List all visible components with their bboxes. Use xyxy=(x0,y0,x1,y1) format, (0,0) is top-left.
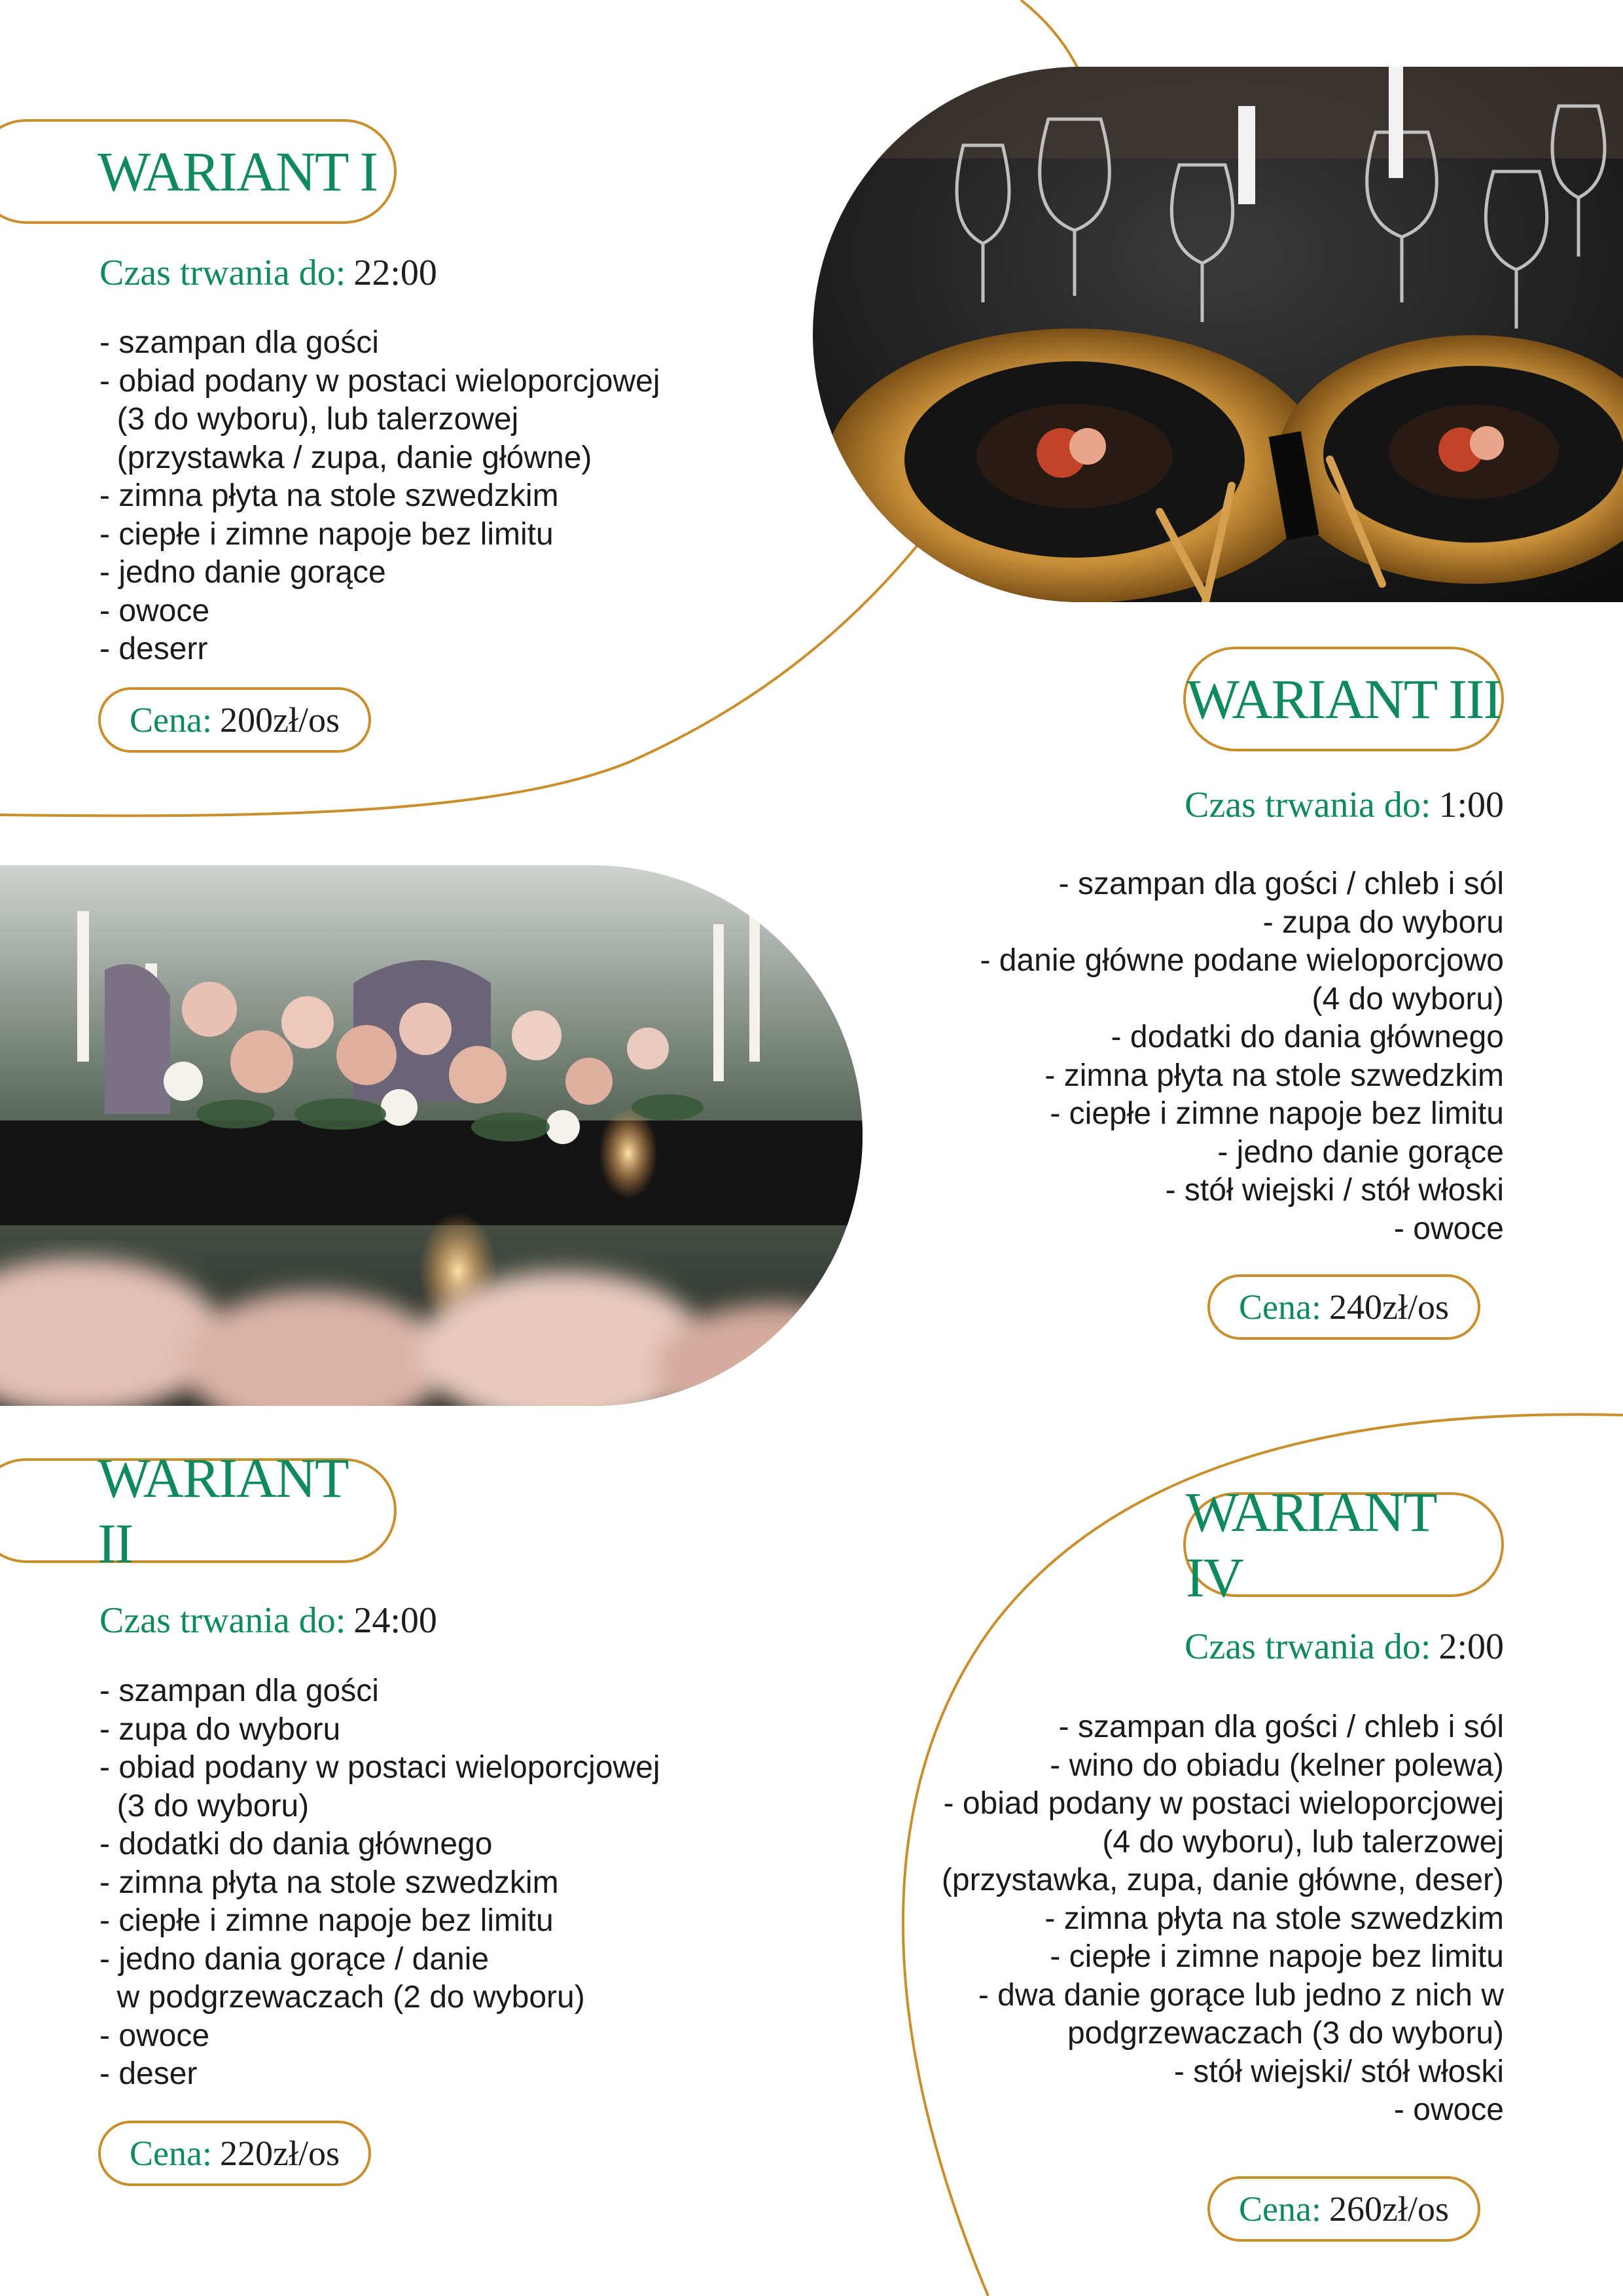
variant-2-duration xyxy=(99,1600,437,1641)
duration-value: 22:00 xyxy=(353,253,437,293)
variant-4-price xyxy=(1207,2176,1480,2242)
list-item: - owoce xyxy=(1393,1211,1504,1246)
list-item: - zimna płyta na stole szwedzkim xyxy=(99,478,559,513)
floral-decoration-illustration xyxy=(0,865,863,1406)
variant-2-title: WARIANT II xyxy=(0,1458,397,1563)
list-item: - obiad podany w postaci wieloporcjowej xyxy=(99,1750,660,1785)
list-item: - szampan dla gości xyxy=(99,1674,379,1708)
price-label: Cena: xyxy=(1239,1287,1321,1327)
variant-3-title: WARIANT III xyxy=(1183,647,1504,751)
list-item: - wino do obiadu (kelner polewa) xyxy=(1050,1748,1504,1783)
list-item: - owoce xyxy=(99,593,210,628)
list-item: podgrzewaczach (3 do wyboru) xyxy=(1067,2016,1504,2051)
table-setting-photo xyxy=(813,67,1623,602)
list-item: - deserr xyxy=(99,632,208,666)
variant-2-items xyxy=(99,1672,660,2094)
list-item: - deser xyxy=(99,2056,198,2091)
list-item: - ciepłe i zimne napoje bez limitu xyxy=(1050,1096,1504,1131)
list-item: (4 do wyboru) xyxy=(1311,981,1504,1016)
list-item: (3 do wyboru) xyxy=(99,1788,310,1823)
variant-3-duration xyxy=(1185,784,1504,826)
list-item: - ciepłe i zimne napoje bez limitu xyxy=(1050,1939,1504,1974)
list-item: - szampan dla gości xyxy=(99,325,379,360)
price-value: 220zł/os xyxy=(219,2134,340,2173)
list-item: - dodatki do dania głównego xyxy=(1111,1020,1504,1054)
list-item: - jedno danie gorące xyxy=(1217,1134,1504,1170)
list-item: - jedno dania gorące / danie xyxy=(99,1941,490,1977)
list-item: - zupa do wyboru xyxy=(99,1712,341,1747)
list-item: - zimna płyta na stole szwedzkim xyxy=(99,1865,559,1900)
list-item: - dodatki do dania głównego xyxy=(99,1827,493,1861)
floral-decoration-photo xyxy=(0,865,863,1406)
list-item: - owoce xyxy=(99,2018,210,2053)
list-item: - ciepłe i zimne napoje bez limitu xyxy=(99,516,554,552)
list-item: - stół wiejski/ stół włoski xyxy=(1173,2054,1504,2089)
table-setting-illustration xyxy=(813,67,1623,602)
variant-3-items xyxy=(980,865,1504,1248)
price-label: Cena: xyxy=(130,2134,212,2173)
list-item: - obiad podany w postaci wieloporcjowej xyxy=(943,1786,1504,1821)
list-item: - szampan dla gości / chleb i sól xyxy=(1058,867,1504,901)
variant-1-items xyxy=(99,324,660,669)
variant-1-price xyxy=(98,687,371,753)
list-item: (3 do wyboru), lub talerzowej xyxy=(99,402,519,437)
variant-1-title: WARIANT I xyxy=(0,119,397,224)
list-item: - szampan dla gości / chleb i sól xyxy=(1058,1710,1504,1744)
variant-2-price xyxy=(98,2121,371,2186)
list-item: (4 do wyboru), lub talerzowej xyxy=(1102,1824,1504,1859)
duration-value: 24:00 xyxy=(353,1600,437,1641)
list-item: - zupa do wyboru xyxy=(1262,905,1504,940)
duration-label: Czas trwania do: xyxy=(1185,1626,1431,1667)
duration-label: Czas trwania do: xyxy=(1185,785,1431,825)
list-item: - danie główne podane wieloporcjowo xyxy=(980,943,1504,978)
list-item: - stół wiejski / stół włoski xyxy=(1165,1173,1504,1208)
duration-label: Czas trwania do: xyxy=(99,253,346,293)
duration-value: 1:00 xyxy=(1438,785,1504,825)
list-item: (przystawka / zupa, danie główne) xyxy=(99,440,592,475)
variant-4-items xyxy=(942,1708,1504,2130)
variant-4-duration xyxy=(1185,1626,1504,1668)
duration-label: Czas trwania do: xyxy=(99,1600,346,1641)
variant-4-title: WARIANT IV xyxy=(1183,1492,1504,1597)
duration-value: 2:00 xyxy=(1438,1626,1504,1667)
price-label: Cena: xyxy=(1239,2189,1321,2229)
list-item: - ciepłe i zimne napoje bez limitu xyxy=(99,1903,554,1938)
price-value: 200zł/os xyxy=(219,700,340,740)
list-item: w podgrzewaczach (2 do wyboru) xyxy=(99,1980,585,2015)
list-item: - zimna płyta na stole szwedzkim xyxy=(1044,1901,1504,1936)
list-item: - obiad podany w postaci wieloporcjowej xyxy=(99,363,660,399)
price-label: Cena: xyxy=(130,700,212,740)
list-item: - jedno danie gorące xyxy=(99,555,386,590)
variant-3-price xyxy=(1207,1274,1480,1340)
price-value: 240zł/os xyxy=(1329,1287,1449,1327)
price-value: 260zł/os xyxy=(1329,2189,1449,2229)
list-item: - owoce xyxy=(1393,2092,1504,2127)
list-item: - zimna płyta na stole szwedzkim xyxy=(1044,1058,1504,1093)
variant-1-duration xyxy=(99,252,437,294)
list-item: - dwa danie gorące lub jedno z nich w xyxy=(978,1977,1504,2013)
list-item: (przystawka, zupa, danie główne, deser) xyxy=(941,1863,1504,1897)
